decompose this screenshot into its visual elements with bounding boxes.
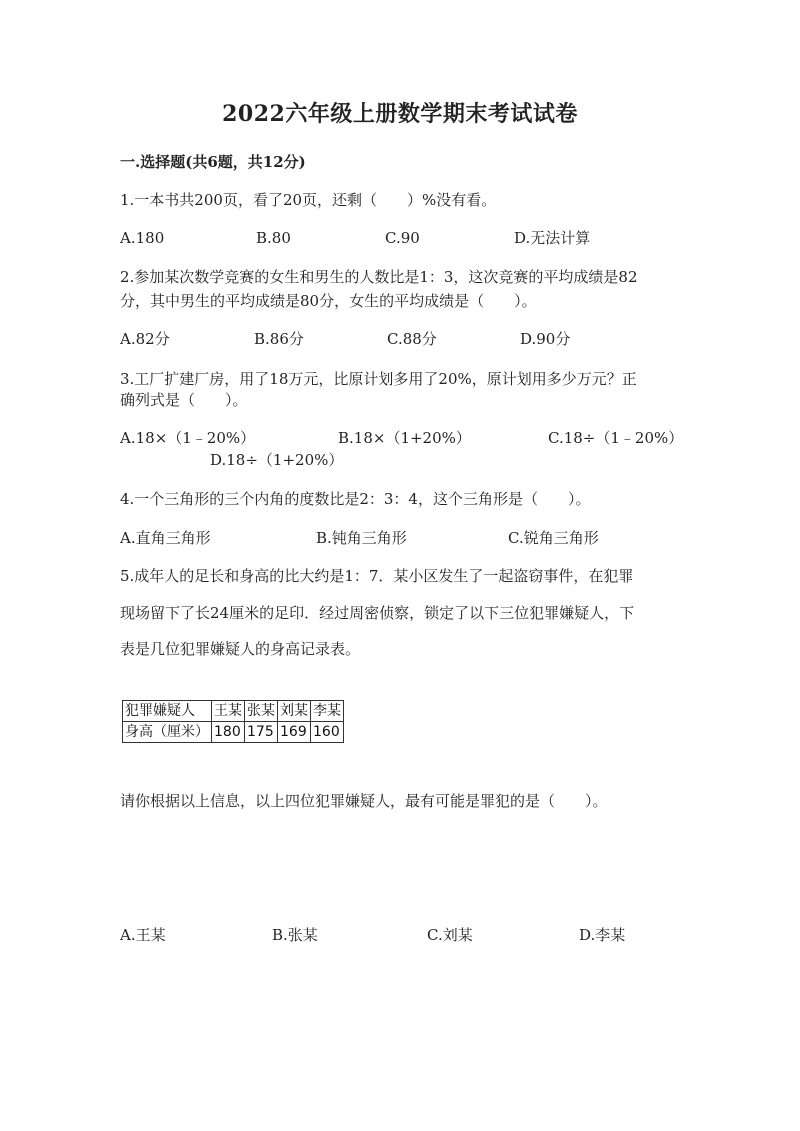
q2-option-a[interactable]: A.82分 <box>120 330 170 348</box>
question-5-line-3: 表是几位犯罪嫌疑人的身高记录表。 <box>120 640 361 658</box>
q1-option-b[interactable]: B.80 <box>256 229 291 247</box>
question-5-line-1: 5.成年人的足长和身高的比大约是1：7．某小区发生了一起盗窃事件，在犯罪 <box>120 567 634 585</box>
question-3-line-1: 3.工厂扩建厂房，用了18万元，比原计划多用了20%，原计划用多少万元？正 <box>120 370 637 388</box>
table-cell: 175 <box>245 722 278 743</box>
q2-option-b[interactable]: B.86分 <box>254 330 304 348</box>
q5-option-d[interactable]: D.李某 <box>579 926 626 944</box>
q5-option-c[interactable]: C.刘某 <box>427 926 473 944</box>
q1-option-a[interactable]: A.180 <box>120 229 165 247</box>
table-cell: 身高（厘米） <box>123 722 212 743</box>
q4-option-a[interactable]: A.直角三角形 <box>120 529 211 547</box>
table-header-cell: 李某 <box>311 701 344 722</box>
page-title: 2022六年级上册数学期末考试试卷 <box>222 101 578 127</box>
table-cell: 160 <box>311 722 344 743</box>
table-header-row <box>123 701 344 722</box>
question-1-text: 1.一本书共200页，看了20页，还剩（ ）%没有看。 <box>120 191 497 209</box>
q1-option-d[interactable]: D.无法计算 <box>514 229 591 247</box>
q5-option-b[interactable]: B.张某 <box>272 926 318 944</box>
q5-option-a[interactable]: A.王某 <box>120 926 166 944</box>
q3-option-a[interactable]: A.18×（1﹣20%） <box>120 429 256 447</box>
table-cell: 169 <box>278 722 311 743</box>
table-header-cell: 张某 <box>245 701 278 722</box>
question-2-line-2: 分，其中男生的平均成绩是80分，女生的平均成绩是（ ）。 <box>120 292 537 310</box>
table-header-cell: 王某 <box>212 701 245 722</box>
table-header-cell: 犯罪嫌疑人 <box>123 701 212 722</box>
table-header-cell: 刘某 <box>278 701 311 722</box>
question-2-line-1: 2.参加某次数学竞赛的女生和男生的人数比是1：3，这次竞赛的平均成绩是82 <box>120 268 638 286</box>
q3-option-d[interactable]: D.18÷（1+20%） <box>210 451 344 469</box>
question-5-line-2: 现场留下了长24厘米的足印．经过周密侦察，锁定了以下三位犯罪嫌疑人，下 <box>120 604 635 622</box>
q1-option-c[interactable]: C.90 <box>385 229 420 247</box>
table-cell: 180 <box>212 722 245 743</box>
q2-option-c[interactable]: C.88分 <box>387 330 437 348</box>
question-3-line-2: 确列式是（ ）。 <box>120 391 248 409</box>
question-5-followup: 请你根据以上信息，以上四位犯罪嫌疑人，最有可能是罪犯的是（ ）。 <box>120 792 608 810</box>
table-row <box>123 722 344 743</box>
q4-option-c[interactable]: C.锐角三角形 <box>508 529 599 547</box>
q3-option-b[interactable]: B.18×（1+20%） <box>338 429 471 447</box>
q2-option-d[interactable]: D.90分 <box>520 330 571 348</box>
suspect-height-table <box>122 700 344 743</box>
question-4-text: 4.一个三角形的三个内角的度数比是2：3：4，这个三角形是（ ）。 <box>120 490 591 508</box>
section-header: 一.选择题(共6题，共12分) <box>120 153 306 171</box>
q4-option-b[interactable]: B.钝角三角形 <box>316 529 407 547</box>
q3-option-c[interactable]: C.18÷（1﹣20%） <box>548 429 684 447</box>
